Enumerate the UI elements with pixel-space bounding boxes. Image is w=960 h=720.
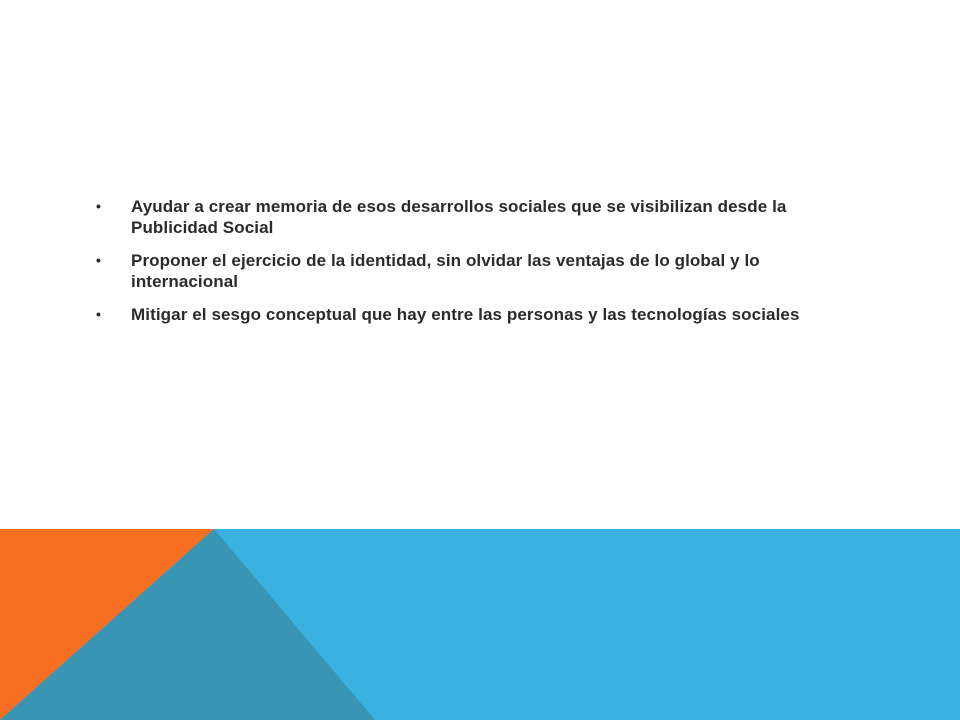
bullet-list — [96, 196, 836, 325]
bullet-marker: • — [96, 198, 102, 214]
bullet-text: Ayudar a crear memoria de esos desarrollos sociales que se visibilizan desde la Publicidad Social — [131, 197, 787, 237]
slide-content — [96, 196, 836, 337]
bullet-marker: • — [96, 252, 102, 268]
decorative-footer-graphic — [0, 529, 960, 720]
decorative-footer-band — [0, 529, 960, 720]
bullet-text: Proponer el ejercicio de la identidad, sin olvidar las ventajas de lo global y lo internacional — [131, 251, 760, 291]
bullet-item — [96, 304, 836, 325]
bullet-text: Mitigar el sesgo conceptual que hay entre las personas y las tecnologías sociales — [131, 305, 800, 324]
bullet-item — [96, 250, 836, 292]
bullet-marker: • — [96, 306, 102, 322]
bullet-item — [96, 196, 836, 238]
